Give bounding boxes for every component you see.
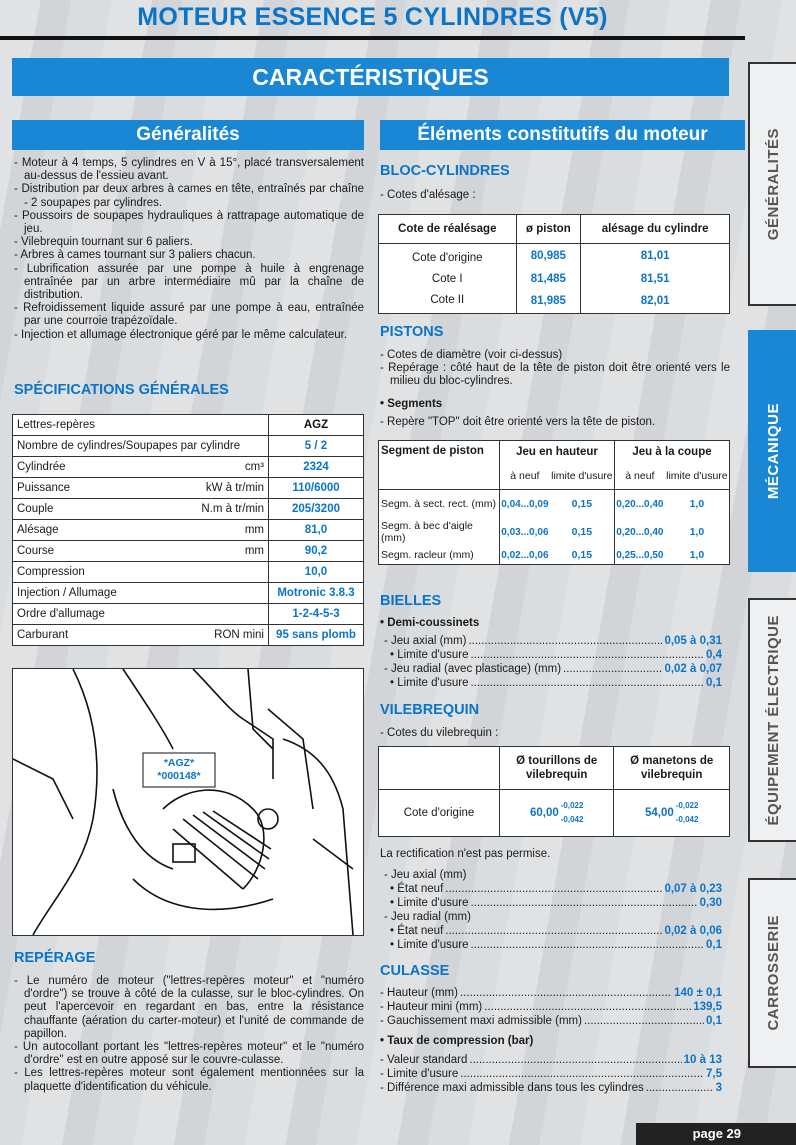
list-item: - Distribution par deux arbres à cames en tête, entraînés par chaîne - 2 soupapes par cylindres. xyxy=(14,183,364,209)
spec-unit: N.m à tr/min xyxy=(201,503,264,515)
spec-value: 205/3200 xyxy=(269,499,364,520)
list-item: - Valeur standard ..... 10 à 13 xyxy=(380,1053,722,1067)
spec-label: Cylindrée xyxy=(17,461,66,473)
spec-unit: cm³ xyxy=(244,461,264,473)
reperage-list xyxy=(14,975,364,1094)
spec-label: Injection / Allumage xyxy=(17,587,117,599)
table-header xyxy=(379,441,730,464)
table-header xyxy=(13,415,364,436)
spec-unit: mm xyxy=(244,524,264,536)
segments-table xyxy=(378,440,730,565)
spec-value: 2324 xyxy=(269,457,364,478)
list-item: - Injection et allumage électronique géré par le même calculateur. xyxy=(14,329,364,342)
vilebrequin-intro: Cotes du vilebrequin : xyxy=(387,727,499,739)
bielles-subtitle: • Demi-coussinets xyxy=(380,617,480,629)
spec-label: Puissance xyxy=(17,482,71,494)
table-row: Cote d'origine 80,985 81,01 xyxy=(379,244,730,269)
table-cell: Segment de piston xyxy=(379,441,500,490)
page-number: page 29 xyxy=(636,1123,796,1145)
reperage-title: REPÉRAGE xyxy=(14,950,96,966)
pistons-title: PISTONS xyxy=(380,324,444,340)
spec-label: Alésage xyxy=(17,524,59,536)
spec-label: Course xyxy=(17,545,55,557)
page-title: MOTEUR ESSENCE 5 CYLINDRES (V5) xyxy=(137,3,608,31)
tab-carrosserie[interactable]: CARROSSERIE xyxy=(748,878,796,1068)
bloc-title: BLOC-CYLINDRES xyxy=(380,163,510,179)
table-header xyxy=(379,215,730,244)
spec-label: Compression xyxy=(17,566,85,578)
list-item: - Hauteur (mm) ..... 140 ± 0,1 xyxy=(380,986,722,1000)
table-cell: 60,00 -0,022 -0,042 xyxy=(500,790,614,837)
table-row xyxy=(13,604,364,625)
list-item: - Vilebrequin tournant sur 6 paliers. xyxy=(14,236,364,249)
alesage-table xyxy=(378,214,730,314)
list-item: - Jeu axial (mm) xyxy=(384,869,467,881)
table-row xyxy=(13,583,364,604)
tab-generalites[interactable]: GÉNÉRALITÉS xyxy=(748,62,796,306)
vilebrequin-title: VILEBREQUIN xyxy=(380,702,480,718)
list-item: - Hauteur mini (mm) ..... 139,5 xyxy=(380,1000,722,1014)
list-item: • État neuf ..... 0,02 à 0,06 xyxy=(384,924,722,938)
spec-value: 90,2 xyxy=(269,541,364,562)
list-item: - Les lettres-repères moteur sont également mentionnées sur la plaquette d'identification du véhicule. xyxy=(14,1067,364,1093)
table-row: Cote II 81,985 82,01 xyxy=(379,289,730,314)
culasse-title: CULASSE xyxy=(380,963,450,979)
list-item: - Poussoirs de soupapes hydrauliques à rattrapage automatique de jeu. xyxy=(14,210,364,236)
table-cell: Jeu à la coupe xyxy=(614,441,729,464)
table-cell: Cote de réalésage xyxy=(379,215,517,244)
spec-label: Ordre d'allumage xyxy=(17,608,105,620)
generalites-heading: Généralités xyxy=(12,120,364,150)
table-row xyxy=(13,520,364,541)
bloc-intro: Cotes d'alésage : xyxy=(387,189,476,201)
list-item: - Jeu radial (avec plasticage) (mm) ..... 0,02 à 0,07 xyxy=(384,662,722,676)
table-cell: Jeu en hauteur xyxy=(500,441,615,464)
segments-list xyxy=(380,416,730,429)
compression-subtitle: • Taux de compression (bar) xyxy=(380,1035,534,1047)
spec-value: 110/6000 xyxy=(269,478,364,499)
table-row xyxy=(13,625,364,646)
section-banner: CARACTÉRISTIQUES xyxy=(12,58,729,96)
list-item: - Jeu axial (mm) ..... 0,05 à 0,31 xyxy=(384,634,722,648)
table-row: Segm. à sect. rect. (mm) 0,04...0,09 0,15 0,20...0,40 1,0 xyxy=(379,490,730,519)
table-cell: Ø tourillons de vilebrequin xyxy=(500,747,614,790)
table-cell: Ø manetons de vilebrequin xyxy=(614,747,730,790)
list-item: • Limite d'usure ..... 0,1 xyxy=(384,676,722,690)
tab-equipement-electrique[interactable]: ÉQUIPEMENT ÉLECTRIQUE xyxy=(748,598,796,842)
vilebrequin-jeux xyxy=(384,868,722,952)
engine-drawing xyxy=(13,669,363,935)
list-item: - Limite d'usure ..... 7,5 xyxy=(380,1067,722,1081)
elements-heading: Éléments constitutifs du moteur xyxy=(380,120,745,150)
spec-label: Couple xyxy=(17,503,54,515)
list-item: - Repérage : côté haut de la tête de piston doit être orienté vers le milieu du bloc-cylindres. xyxy=(380,362,730,388)
list-item: - Moteur à 4 temps, 5 cylindres en V à 15°, placé transversalement au-dessus de l'essieu avant. xyxy=(14,157,364,183)
spec-label: Carburant xyxy=(17,629,69,641)
list-item: • État neuf ..... 0,07 à 0,23 xyxy=(384,882,722,896)
list-item: • Limite d'usure ..... 0,30 xyxy=(384,896,722,910)
specs-table xyxy=(12,414,364,646)
list-item: • Limite d'usure ..... 0,4 xyxy=(384,648,722,662)
table-cell: Lettres-repères xyxy=(13,415,269,436)
table-row: Cote I 81,485 81,51 xyxy=(379,268,730,289)
spec-unit: mm xyxy=(244,545,264,557)
spec-unit: RON mini xyxy=(214,629,264,641)
table-row: Segm. à bec d'aigle (mm) 0,03...0,06 0,15 0,20...0,40 1,0 xyxy=(379,518,730,546)
spec-value: Motronic 3.8.3 xyxy=(269,583,364,604)
list-item: - Gauchissement maxi admissible (mm) ..... 0,1 xyxy=(380,1014,722,1028)
table-cell: alésage du cylindre xyxy=(581,215,730,244)
table-cell: 54,00 -0,022 -0,042 xyxy=(614,790,730,837)
table-cell: AGZ xyxy=(269,415,364,436)
list-item: - Lubrification assurée par une pompe à huile à engrenage entraînée par un arbre intermédiaire mû par la chaîne de distribution. xyxy=(14,263,364,303)
segments-label: • Segments xyxy=(380,398,443,410)
table-row xyxy=(13,478,364,499)
pistons-list xyxy=(380,349,730,389)
title-rule xyxy=(0,36,745,40)
list-item: - Refroidissement liquide assuré par une pompe à eau, entraînée par une courroie trapézoïdale. xyxy=(14,302,364,328)
bielles-list xyxy=(384,634,722,690)
list-item: - Le numéro de moteur ("lettres-repères moteur" et "numéro d'ordre") se trouve à côté de la culasse, sur le bloc-cylindres. On peut l'apercevoir en regardant en bas, entre la résistance chauffante (aération du carter-moteur) et l'unité de commande de papillon. xyxy=(14,975,364,1041)
table-row xyxy=(13,499,364,520)
spec-value: 95 sans plomb xyxy=(269,625,364,646)
vilebrequin-note: La rectification n'est pas permise. xyxy=(380,848,551,860)
table-cell: ø piston xyxy=(516,215,581,244)
engine-code-label: *AGZ* *000148* xyxy=(157,757,201,782)
spec-value: 1-2-4-5-3 xyxy=(269,604,364,625)
table-cell: Cote d'origine xyxy=(379,790,500,837)
spec-value: 81,0 xyxy=(269,520,364,541)
spec-label: Nombre de cylindres/Soupapes par cylindre xyxy=(17,440,241,452)
culasse-list xyxy=(380,986,722,1028)
spec-unit: kW à tr/min xyxy=(205,482,264,494)
list-item: - Jeu radial (mm) xyxy=(384,911,471,923)
list-item: - Différence maxi admissible dans tous les cylindres ..... 3 xyxy=(380,1081,722,1095)
table-row: Segm. racleur (mm) 0,02...0,06 0,15 0,25...0,50 1,0 xyxy=(379,546,730,565)
specs-title: SPÉCIFICATIONS GÉNÉRALES xyxy=(14,382,229,398)
table-header xyxy=(379,747,730,790)
table-row xyxy=(379,790,730,837)
list-item: - Cotes de diamètre (voir ci-dessus) xyxy=(380,349,730,362)
list-item: - Un autocollant portant les "lettres-repères moteur" et le "numéro d'ordre" est en outre apposé sur le couvre-culasse. xyxy=(14,1041,364,1067)
table-row xyxy=(13,457,364,478)
spec-value: 5 / 2 xyxy=(269,436,364,457)
engine-illustration xyxy=(12,668,364,936)
compression-list xyxy=(380,1053,722,1095)
vilebrequin-table xyxy=(378,746,730,837)
tab-mecanique[interactable]: MÉCANIQUE xyxy=(748,330,796,572)
table-row xyxy=(13,562,364,583)
bielles-title: BIELLES xyxy=(380,593,442,609)
generalites-list xyxy=(14,157,364,342)
list-item: - Repère "TOP" doit être orienté vers la tête de piston. xyxy=(380,416,730,429)
table-subheader: à neuf limite d'usure à neuf limite d'usure xyxy=(379,463,730,490)
table-row xyxy=(13,436,364,457)
table-row xyxy=(13,541,364,562)
list-item: - Arbres à cames tournant sur 3 paliers chacun. xyxy=(14,249,364,262)
spec-value: 10,0 xyxy=(269,562,364,583)
list-item: • Limite d'usure ..... 0,1 xyxy=(384,938,722,952)
